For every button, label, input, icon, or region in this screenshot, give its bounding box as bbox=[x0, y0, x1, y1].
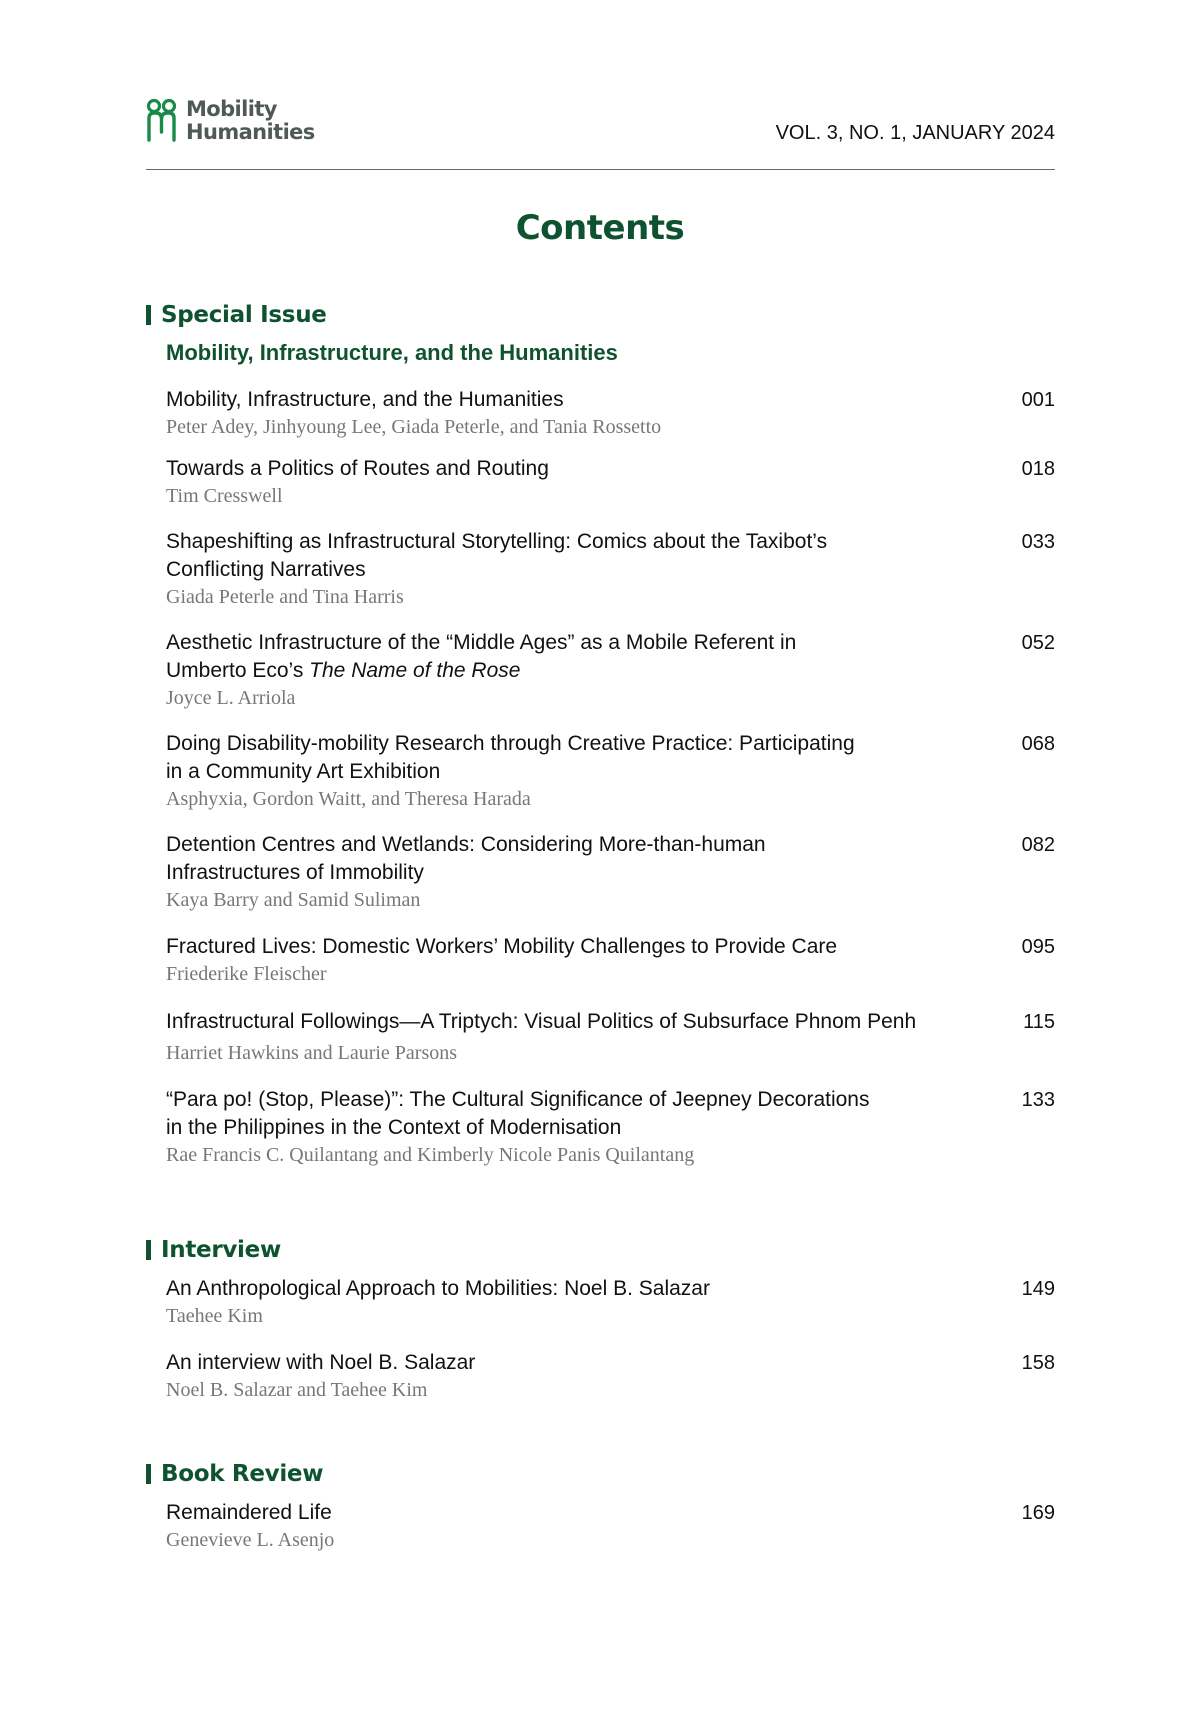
entry-page-number: 158 bbox=[1021, 1352, 1055, 1374]
entry-title-line: in a Community Art Exhibition bbox=[166, 760, 441, 783]
entry-page-number: 149 bbox=[1021, 1278, 1055, 1300]
entry-authors: Kaya Barry and Samid Suliman bbox=[166, 889, 421, 911]
entry-title-line: Detention Centres and Wetlands: Considering More-than-human bbox=[166, 833, 766, 856]
toc-entry[interactable] bbox=[166, 831, 1055, 914]
entry-authors: Joyce L. Arriola bbox=[166, 687, 296, 709]
entry-page-number: 095 bbox=[1021, 936, 1055, 958]
entry-authors: Taehee Kim bbox=[166, 1305, 263, 1327]
entry-page-number: 068 bbox=[1021, 733, 1055, 755]
mobility-humanities-logo-icon bbox=[146, 98, 178, 142]
entry-authors: Tim Cresswell bbox=[166, 485, 283, 507]
entry-authors: Rae Francis C. Quilantang and Kimberly Nicole Panis Quilantang bbox=[166, 1144, 695, 1166]
toc-entry[interactable] bbox=[166, 386, 1055, 441]
toc-entry[interactable] bbox=[166, 1499, 1055, 1554]
section-heading-interview bbox=[146, 1237, 281, 1263]
entry-page-number: 033 bbox=[1021, 531, 1055, 553]
section-heading-label: Interview bbox=[161, 1237, 281, 1263]
entry-title-line bbox=[166, 657, 926, 685]
entry-title-italic: The Name of the Rose bbox=[309, 659, 521, 682]
entry-authors: Harriet Hawkins and Laurie Parsons bbox=[166, 1042, 458, 1064]
entry-title[interactable] bbox=[166, 528, 926, 584]
entry-page-number: 169 bbox=[1021, 1502, 1055, 1524]
entry-title-line: Conflicting Narratives bbox=[166, 558, 366, 581]
section-marker bbox=[146, 1240, 151, 1260]
entry-title-line: Shapeshifting as Infrastructural Storytelling: Comics about the Taxibot’s bbox=[166, 530, 828, 553]
entry-authors: Genevieve L. Asenjo bbox=[166, 1529, 335, 1551]
toc-entry[interactable] bbox=[166, 730, 1055, 813]
entry-page-number: 001 bbox=[1021, 389, 1055, 411]
section-marker bbox=[146, 1464, 151, 1484]
entry-title[interactable] bbox=[166, 831, 926, 887]
entry-page-number: 052 bbox=[1021, 632, 1055, 654]
entry-authors: Giada Peterle and Tina Harris bbox=[166, 586, 404, 608]
entry-title-line: Doing Disability-mobility Research through Creative Practice: Participating bbox=[166, 732, 855, 755]
section-heading-special-issue bbox=[146, 302, 327, 328]
entry-title-line: in the Philippines in the Context of Modernisation bbox=[166, 1116, 622, 1139]
section-heading-label: Book Review bbox=[161, 1461, 324, 1487]
page-title: Contents bbox=[515, 208, 685, 248]
toc-entry[interactable] bbox=[166, 1275, 1055, 1330]
entry-authors: Noel B. Salazar and Taehee Kim bbox=[166, 1379, 428, 1401]
entry-title[interactable] bbox=[166, 730, 926, 786]
toc-entry[interactable] bbox=[166, 1086, 1055, 1169]
toc-entry[interactable] bbox=[166, 455, 1055, 510]
entry-authors: Peter Adey, Jinhyoung Lee, Giada Peterle, and Tania Rossetto bbox=[166, 416, 662, 438]
special-issue-subheading: Mobility, Infrastructure, and the Humanities bbox=[166, 340, 618, 365]
section-heading-book-review bbox=[146, 1461, 323, 1487]
entry-page-number: 082 bbox=[1021, 834, 1055, 856]
logo-line-2: Humanities bbox=[186, 120, 315, 144]
entry-title[interactable]: Towards a Politics of Routes and Routing bbox=[166, 457, 549, 480]
entry-title[interactable]: An Anthropological Approach to Mobilities: Noel B. Salazar bbox=[166, 1277, 710, 1300]
entry-title[interactable]: Infrastructural Followings—A Triptych: Visual Politics of Subsurface Phnom Penh bbox=[166, 1010, 917, 1033]
toc-entry[interactable] bbox=[166, 629, 1055, 712]
entry-authors: Friederike Fleischer bbox=[166, 963, 327, 985]
toc-entry[interactable] bbox=[166, 933, 1055, 988]
entry-authors: Asphyxia, Gordon Waitt, and Theresa Harada bbox=[166, 788, 531, 810]
entry-page-number: 133 bbox=[1021, 1089, 1055, 1111]
section-heading-label: Special Issue bbox=[161, 302, 327, 328]
toc-entry[interactable] bbox=[166, 1008, 1055, 1067]
entry-title[interactable] bbox=[166, 1086, 926, 1142]
logo-wordmark bbox=[186, 98, 315, 144]
entry-title[interactable] bbox=[166, 629, 926, 685]
entry-title[interactable]: Remaindered Life bbox=[166, 1501, 332, 1524]
entry-title-segment: Umberto Eco’s bbox=[166, 659, 310, 682]
header-divider bbox=[146, 169, 1055, 170]
logo-line-1: Mobility bbox=[186, 97, 277, 121]
entry-page-number: 115 bbox=[1023, 1011, 1055, 1033]
entry-title-line: Infrastructures of Immobility bbox=[166, 861, 424, 884]
entry-title-line: Aesthetic Infrastructure of the “Middle Ages” as a Mobile Referent in bbox=[166, 631, 797, 654]
journal-logo[interactable] bbox=[146, 98, 315, 144]
entry-title-line: “Para po! (Stop, Please)”: The Cultural Significance of Jeepney Decorations bbox=[166, 1088, 870, 1111]
issue-info: VOL. 3, NO. 1, JANUARY 2024 bbox=[775, 122, 1055, 144]
entry-title[interactable]: Mobility, Infrastructure, and the Humanities bbox=[166, 388, 564, 411]
toc-entry[interactable] bbox=[166, 1349, 1055, 1404]
section-marker bbox=[146, 305, 151, 325]
entry-title[interactable]: Fractured Lives: Domestic Workers’ Mobility Challenges to Provide Care bbox=[166, 935, 838, 958]
toc-entry[interactable] bbox=[166, 528, 1055, 611]
entry-page-number: 018 bbox=[1021, 458, 1055, 480]
entry-title[interactable]: An interview with Noel B. Salazar bbox=[166, 1351, 476, 1374]
journal-header bbox=[146, 98, 1055, 170]
